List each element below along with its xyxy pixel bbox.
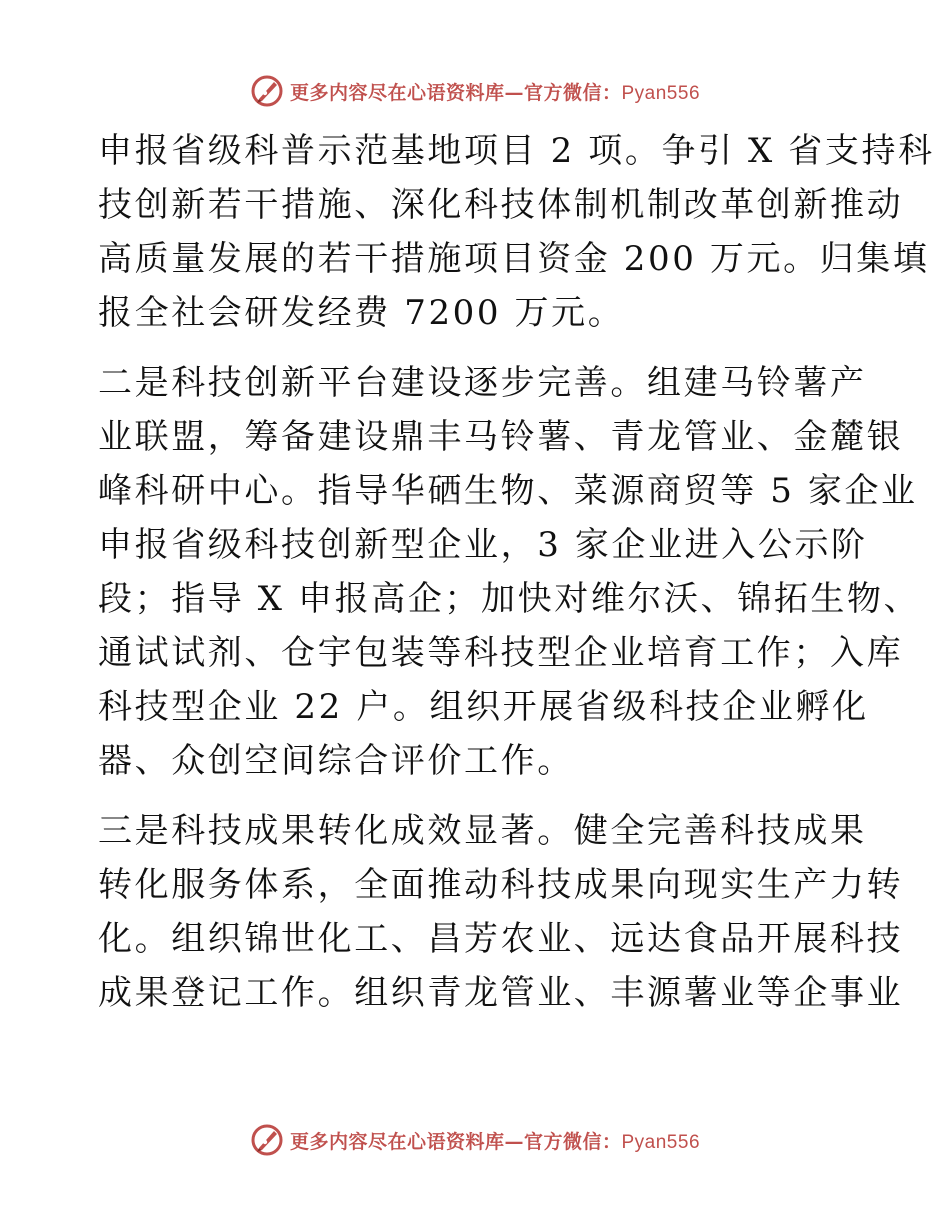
footer-dash: — (504, 1130, 524, 1153)
text-line: 报全社会研发经费 7200 万元。 (98, 293, 625, 333)
text-line: 科技型企业 22 户。组织开展省级科技企业孵化 (98, 687, 869, 727)
header-wechat-id: Pyan556 (621, 82, 701, 104)
paragraph-2 (98, 356, 921, 788)
footer-banner (0, 1120, 950, 1160)
text-line: 申报省级科技创新型企业，3 家企业进入公示阶 (98, 525, 868, 565)
text-line: 技创新若干措施、深化科技体制机制改革创新推动 (98, 185, 904, 225)
text-line: 器、众创空间综合评价工作。 (98, 741, 574, 781)
text-line: 业联盟，筹备建设鼎丰马铃薯、青龙管业、金麓银 (98, 417, 904, 457)
footer-site-name: 更多内容尽在心语资料库 (289, 1130, 505, 1153)
text-line: 成果登记工作。组织青龙管业、丰源薯业等企事业 (98, 973, 904, 1013)
quill-logo-icon (250, 1123, 284, 1157)
text-line: 化。组织锦世化工、昌芳农业、远达食品开展科技 (98, 919, 904, 959)
text-line: 通试试剂、仓宇包装等科技型企业培育工作；入库 (98, 633, 904, 673)
text-line: 转化服务体系，全面推动科技成果向现实生产力转 (98, 865, 904, 905)
paragraph-1 (98, 124, 935, 340)
footer-official-label: 官方微信： (523, 1130, 622, 1153)
header-site-name: 更多内容尽在心语资料库 (289, 81, 505, 104)
header-banner (0, 71, 950, 111)
quill-logo-icon (250, 74, 284, 108)
text-line: 二是科技创新平台建设逐步完善。组建马铃薯产 (98, 363, 867, 403)
document-body (98, 124, 935, 1020)
footer-wechat-id: Pyan556 (621, 1131, 701, 1153)
footer-banner-text (290, 1127, 700, 1154)
text-line: 申报省级科普示范基地项目 2 项。争引 X 省支持科 (98, 131, 935, 171)
text-line: 峰科研中心。指导华硒生物、菜源商贸等 5 家企业 (98, 471, 918, 511)
text-line: 高质量发展的若干措施项目资金 200 万元。归集填 (98, 239, 930, 279)
paragraph-3 (98, 804, 904, 1020)
header-banner-text (290, 78, 700, 105)
text-line: 三是科技成果转化成效显著。健全完善科技成果 (98, 811, 867, 851)
header-official-label: 官方微信： (523, 81, 622, 104)
text-line: 段；指导 X 申报高企；加快对维尔沃、锦拓生物、 (98, 579, 921, 619)
header-dash: — (504, 81, 524, 104)
